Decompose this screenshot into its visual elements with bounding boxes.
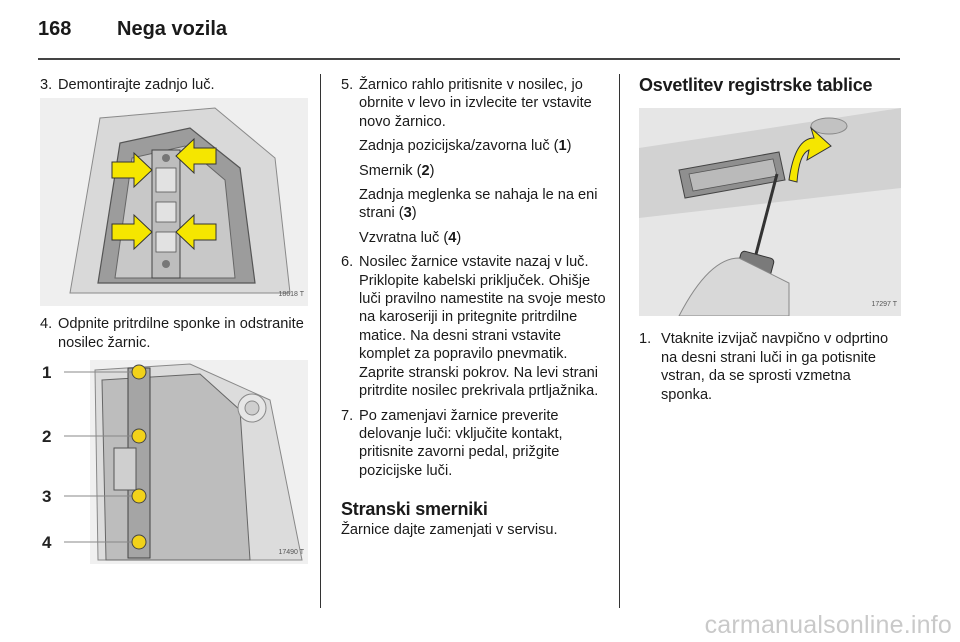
page-number: 168 xyxy=(38,18,72,40)
step-number: 1. xyxy=(639,331,652,348)
step-number: 6. xyxy=(341,254,354,271)
step-7 xyxy=(341,407,609,481)
figure-id: 17297 T xyxy=(871,301,897,308)
bulb-holder-figure xyxy=(40,360,308,564)
step-number: 4. xyxy=(40,316,53,333)
figure-id: 17490 T xyxy=(278,548,304,556)
bulb-list-item: Zadnja pozicijska/zavorna luč (1) xyxy=(359,138,572,155)
step-number: 7. xyxy=(341,407,354,424)
bulb-marker-icon xyxy=(132,489,146,503)
header-divider xyxy=(38,58,900,60)
bulb-list-item: Vzvratna luč (4) xyxy=(359,229,462,246)
step-number: 3. xyxy=(40,77,53,93)
callout-3: 3 xyxy=(42,487,52,507)
column-2 xyxy=(341,76,609,539)
step-text: Po zamenjavi žarnice preverite delovanje luči: vključite kontakt, pritisnite zavorni pedal, prižgite pozicijske luči. xyxy=(359,407,563,479)
step-4 xyxy=(40,315,308,352)
column-divider-2 xyxy=(619,74,620,608)
step-text: Vtaknite izvijač navpično v odprtino na desni strani luči in ga potisnite vstran, da se sprosti vzmetna sponka. xyxy=(661,331,889,403)
step-text: Odpnite pritrdilne sponke in odstranite nosilec žarnic. xyxy=(58,316,304,351)
step-number: 5. xyxy=(341,77,354,93)
callout-1: 1 xyxy=(42,363,52,383)
bulb-marker-icon xyxy=(132,365,146,379)
page-header xyxy=(0,0,960,60)
bulb-holder-illustration xyxy=(40,360,308,564)
step-text: Demontirajte zadnjo luč. xyxy=(58,77,215,93)
step-5 xyxy=(341,76,609,131)
column-3 xyxy=(639,76,901,404)
column-divider-1 xyxy=(320,74,321,608)
plate-light-illustration xyxy=(639,108,901,316)
section-text: Žarnice dajte zamenjati v servisu. xyxy=(341,521,558,538)
step-6 xyxy=(341,253,609,400)
bulb-list-item: Zadnja meglenka se nahaja le na eni strani (3) xyxy=(359,187,598,222)
section-title-side-indicators: Stranski smerniki xyxy=(341,499,488,520)
section-title-plate-light: Osvetlitev registrske tablice xyxy=(639,75,873,95)
watermark: carmanualsonline.info xyxy=(704,611,952,639)
bulb-marker-icon xyxy=(132,429,146,443)
column-1 xyxy=(40,76,308,564)
plate-light-figure xyxy=(639,108,901,316)
tail-light-removal-figure xyxy=(40,98,308,306)
figure-id: 18618 T xyxy=(278,291,304,298)
callout-2: 2 xyxy=(42,427,52,447)
bulb-list-item: Smernik (2) xyxy=(359,162,435,179)
tail-light-illustration xyxy=(40,98,308,306)
bulb-marker-icon xyxy=(132,535,146,549)
page-title: Nega vozila xyxy=(117,18,228,40)
callout-4: 4 xyxy=(42,533,52,553)
step-text: Nosilec žarnice vstavite nazaj v luč. Priklopite kabelski priključek. Ohišje luči pravilno namestite na svoje mesto na karoseriji in pritegnite pritrdilne matice. Na desni strani vstavite komplet za popravilo pnevmatik. Zaprite stranski pokrov. Na levi strani pritrdite nosilec prekrivala prtljažnika. xyxy=(359,254,606,400)
step-3 xyxy=(40,76,308,94)
step-1 xyxy=(639,330,901,404)
step-text: Žarnico rahlo pritisnite v nosilec, jo obrnite v levo in izvlecite ter vstavite novo žarnico. xyxy=(359,77,592,130)
